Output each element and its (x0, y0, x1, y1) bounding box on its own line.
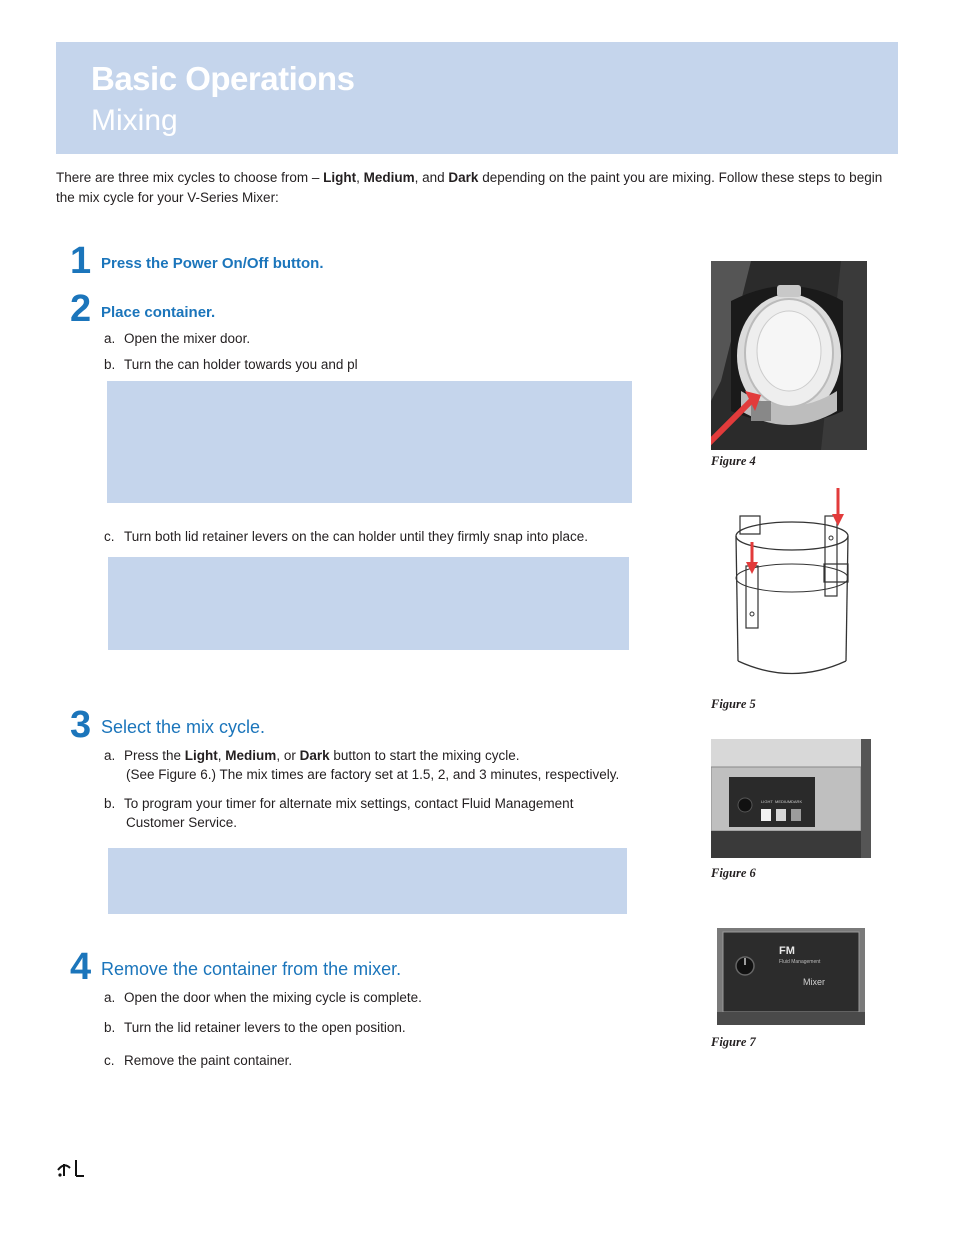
panel-brand: FM (779, 945, 795, 957)
figure-5-image (730, 486, 854, 682)
panel-mixer-label: Mixer (803, 977, 825, 987)
item-text-line2: Customer Service. (126, 815, 238, 830)
step-3-item-b (104, 794, 573, 832)
item-letter: c. (104, 1053, 115, 1068)
step-2-title: Place container. (101, 304, 216, 321)
intro-sep: , (356, 170, 364, 185)
step-2-item-b (104, 355, 358, 374)
intro-light: Light (323, 170, 357, 185)
item-text: Remove the paint container. (124, 1053, 293, 1068)
page-subtitle: Mixing (91, 104, 178, 137)
page-title: Basic Operations (91, 60, 355, 97)
item-letter: b. (104, 796, 116, 811)
figure-6-caption: Figure 6 (711, 866, 756, 880)
figure-6-image (711, 739, 871, 858)
intro-medium: Medium (363, 170, 415, 185)
item-letter: a. (104, 748, 116, 763)
intro-sep: , and (414, 170, 449, 185)
step-4-title: Remove the container from the mixer. (101, 959, 402, 979)
note-box (108, 848, 627, 914)
step-3-number: 3 (70, 704, 92, 746)
step-3-item-a (104, 746, 619, 784)
step-4-item-c (104, 1051, 292, 1070)
item-text-line2: (See Figure 6.) The mix times are factory set at 1.5, 2, and 3 minutes, respectively. (126, 767, 620, 782)
figure-7-caption: Figure 7 (711, 1035, 756, 1049)
step-4-item-b (104, 1018, 406, 1037)
item-text: Press the (124, 748, 185, 763)
figure-7-image (717, 928, 865, 1025)
step-2-number: 2 (70, 288, 92, 330)
footer-logo (56, 1158, 86, 1183)
step-2-item-c (104, 527, 588, 546)
intro-paragraph (56, 168, 898, 207)
item-text: Turn both lid retainer levers on the can holder until they firmly snap into place. (124, 529, 588, 544)
intro-text: depending on the paint you are mixing. Follow these steps to begin the mix cycle for your V-Series Mixer: (56, 170, 883, 205)
item-letter: b. (104, 1020, 116, 1035)
step-4-number: 4 (70, 946, 92, 988)
note-box (107, 381, 632, 503)
medium-label: Medium (225, 748, 277, 763)
step-1-number: 1 (70, 240, 92, 282)
note-box (108, 557, 629, 650)
dark-label: Dark (299, 748, 330, 763)
panel-light-label: LIGHT (761, 799, 773, 804)
item-text: , or (276, 748, 300, 763)
item-text: Turn the can holder towards you and pl (124, 357, 358, 372)
figure-4-image (711, 261, 867, 450)
panel-dark-label: DARK (791, 799, 803, 804)
item-text: To program your timer for alternate mix settings, contact Fluid Management (124, 796, 574, 811)
item-letter: a. (104, 990, 116, 1005)
item-text: Open the mixer door. (124, 331, 251, 346)
item-text: , (217, 748, 226, 763)
item-text: button to start the mixing cycle. (329, 748, 520, 763)
light-label: Light (184, 748, 218, 763)
item-letter: a. (104, 331, 116, 346)
panel-brand-sub: Fluid Management (779, 959, 821, 965)
figure-4-caption: Figure 4 (711, 454, 756, 468)
intro-text: There are three mix cycles to choose from – (56, 170, 324, 185)
step-3-title: Select the mix cycle. (101, 717, 266, 737)
step-4-item-a (104, 988, 422, 1007)
header-band (56, 42, 898, 154)
item-text: Open the door when the mixing cycle is complete. (124, 990, 422, 1005)
item-letter: c. (104, 529, 115, 544)
item-letter: b. (104, 357, 116, 372)
intro-dark: Dark (448, 170, 479, 185)
step-1-title: Press the Power On/Off button. (101, 255, 324, 272)
panel-medium-label: MEDIUM (775, 799, 792, 804)
figure-5-caption: Figure 5 (711, 697, 756, 711)
step-2-item-a (104, 329, 250, 348)
item-text: Turn the lid retainer levers to the open position. (124, 1020, 406, 1035)
